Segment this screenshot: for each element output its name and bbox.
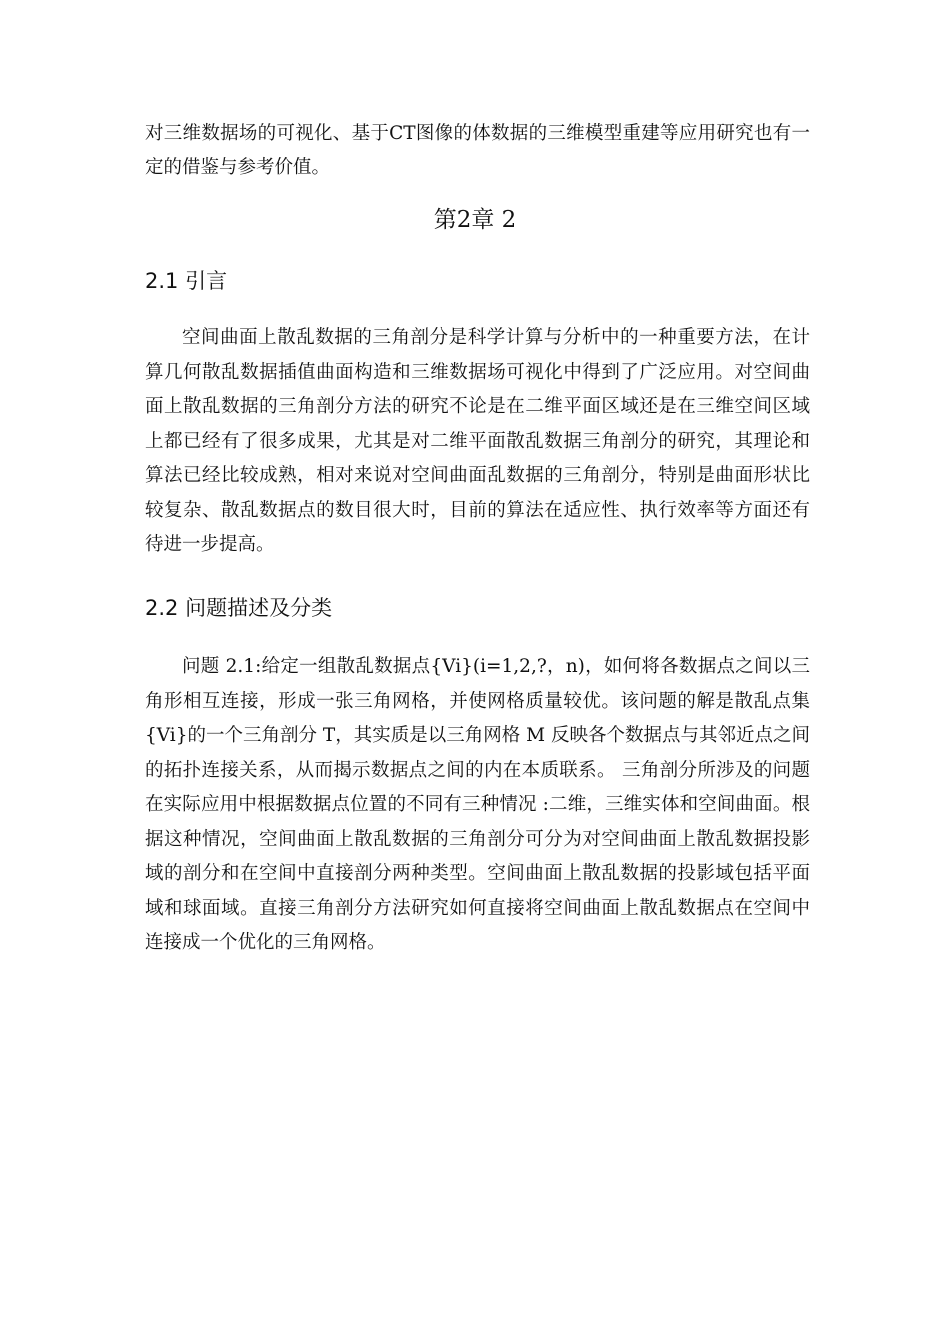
section-heading-introduction: 2.1 引言 [145,269,228,293]
intro-paragraph: 对三维数据场的可视化、基于CT图像的体数据的三维模型重建等应用研究也有一定的借鉴与参考价值。 [145,123,810,178]
chapter-title: 第2章 2 [433,207,517,233]
introduction-paragraph: 空间曲面上散乱数据的三角剖分是科学计算与分析中的一种重要方法，在计算几何散乱数据插值曲面构造和三维数据场可视化中得到了广泛应用。对空间曲面上散乱数据的三角剖分方法的研究不论是在二维平面区域还是在三维空间区域上都已经有了很多成果，尤其是对二维平面散乱数据三角剖分的研究，其理论和算法已经比较成熟，相对来说对空间曲面乱数据的三角剖分，特别是曲面形状比较复杂、散乱数据点的数目很大时，目前的算法在适应性、执行效率等方面还有待进一步提高。 [145,327,810,555]
section-heading-problem-description: 2.2 问题描述及分类 [145,596,333,620]
problem-description-paragraph: 问题 2.1:给定一组散乱数据点{Vi}(i=1,2,?，n)，如何将各数据点之间以三角形相互连接，形成一张三角网格，并使网格质量较优。该问题的解是散乱点集{Vi}的一个三角剖分 T，其实质是以三角网格 M 反映各个数据点与其邻近点之间的拓扑连接关系，从而揭示数据点之间的内在本质联系。 三角剖分所涉及的问题在实际应用中根据数据点位置的不同有三种情况 :二维，三维实体和空间曲面。根据这种情况，空间曲面上散乱数据的三角剖分可分为对空间曲面上散乱数据投影域的剖分和在空间中直接剖分两种类型。空间曲面上散乱数据的投影域包括平面域和球面域。直接三角剖分方法研究如何直接将空间曲面上散乱数据点在空间中连接成一个优化的三角网格。 [145,656,810,953]
